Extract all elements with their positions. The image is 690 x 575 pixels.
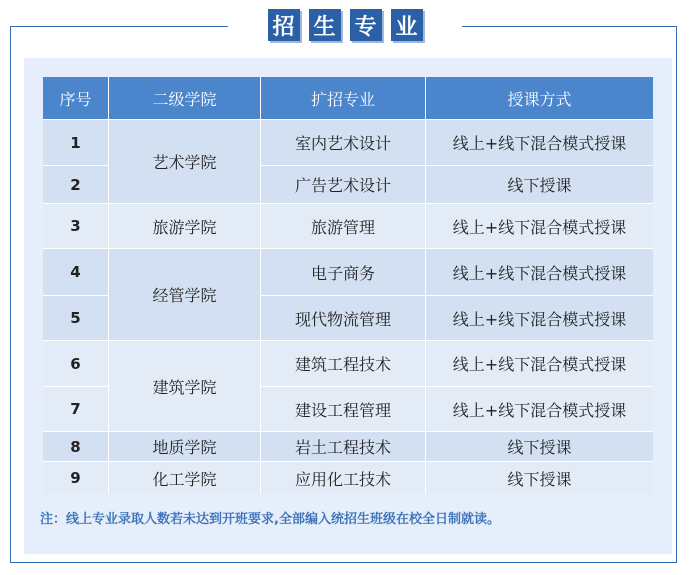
majors-table (43, 77, 653, 494)
table-row (43, 119, 653, 165)
row-index: 5 (43, 295, 109, 340)
table-row (43, 340, 653, 386)
table-header-row (43, 77, 653, 119)
row-major: 室内艺术设计 (261, 119, 426, 165)
header-major: 扩招专业 (261, 77, 426, 119)
title-char: 生 (309, 9, 341, 41)
row-index: 4 (43, 248, 109, 295)
row-index: 1 (43, 119, 109, 165)
row-index: 9 (43, 461, 109, 494)
row-major: 岩土工程技术 (261, 431, 426, 461)
table-row (43, 248, 653, 295)
row-mode: 线下授课 (426, 461, 653, 494)
row-college: 建筑学院 (109, 340, 261, 431)
header-mode: 授课方式 (426, 77, 653, 119)
title-char: 招 (268, 9, 300, 41)
row-major: 应用化工技术 (261, 461, 426, 494)
row-mode: 线上+线下混合模式授课 (426, 386, 653, 431)
row-college: 化工学院 (109, 461, 261, 494)
row-college: 艺术学院 (109, 119, 261, 203)
row-mode: 线上+线下混合模式授课 (426, 119, 653, 165)
row-college: 经管学院 (109, 248, 261, 340)
row-major: 现代物流管理 (261, 295, 426, 340)
row-index: 6 (43, 340, 109, 386)
row-major: 广告艺术设计 (261, 165, 426, 203)
row-mode: 线上+线下混合模式授课 (426, 203, 653, 248)
footnote: 注：线上专业录取人数若未达到开班要求,全部编入统招生班级在校全日制就读。 (40, 512, 500, 527)
row-mode: 线下授课 (426, 165, 653, 203)
row-index: 7 (43, 386, 109, 431)
table-row (43, 203, 653, 248)
row-major: 电子商务 (261, 248, 426, 295)
row-major: 建筑工程技术 (261, 340, 426, 386)
table-row (43, 431, 653, 461)
row-mode: 线下授课 (426, 431, 653, 461)
title-char: 业 (391, 9, 423, 41)
table-body (43, 119, 653, 494)
row-mode: 线上+线下混合模式授课 (426, 248, 653, 295)
table-row (43, 461, 653, 494)
title-char: 专 (350, 9, 382, 41)
row-index: 8 (43, 431, 109, 461)
row-index: 2 (43, 165, 109, 203)
row-college: 旅游学院 (109, 203, 261, 248)
row-mode: 线上+线下混合模式授课 (426, 340, 653, 386)
row-major: 旅游管理 (261, 203, 426, 248)
row-college: 地质学院 (109, 431, 261, 461)
section-title (228, 8, 462, 42)
header-college: 二级学院 (109, 77, 261, 119)
row-index: 3 (43, 203, 109, 248)
row-major: 建设工程管理 (261, 386, 426, 431)
row-mode: 线上+线下混合模式授课 (426, 295, 653, 340)
header-index: 序号 (43, 77, 109, 119)
